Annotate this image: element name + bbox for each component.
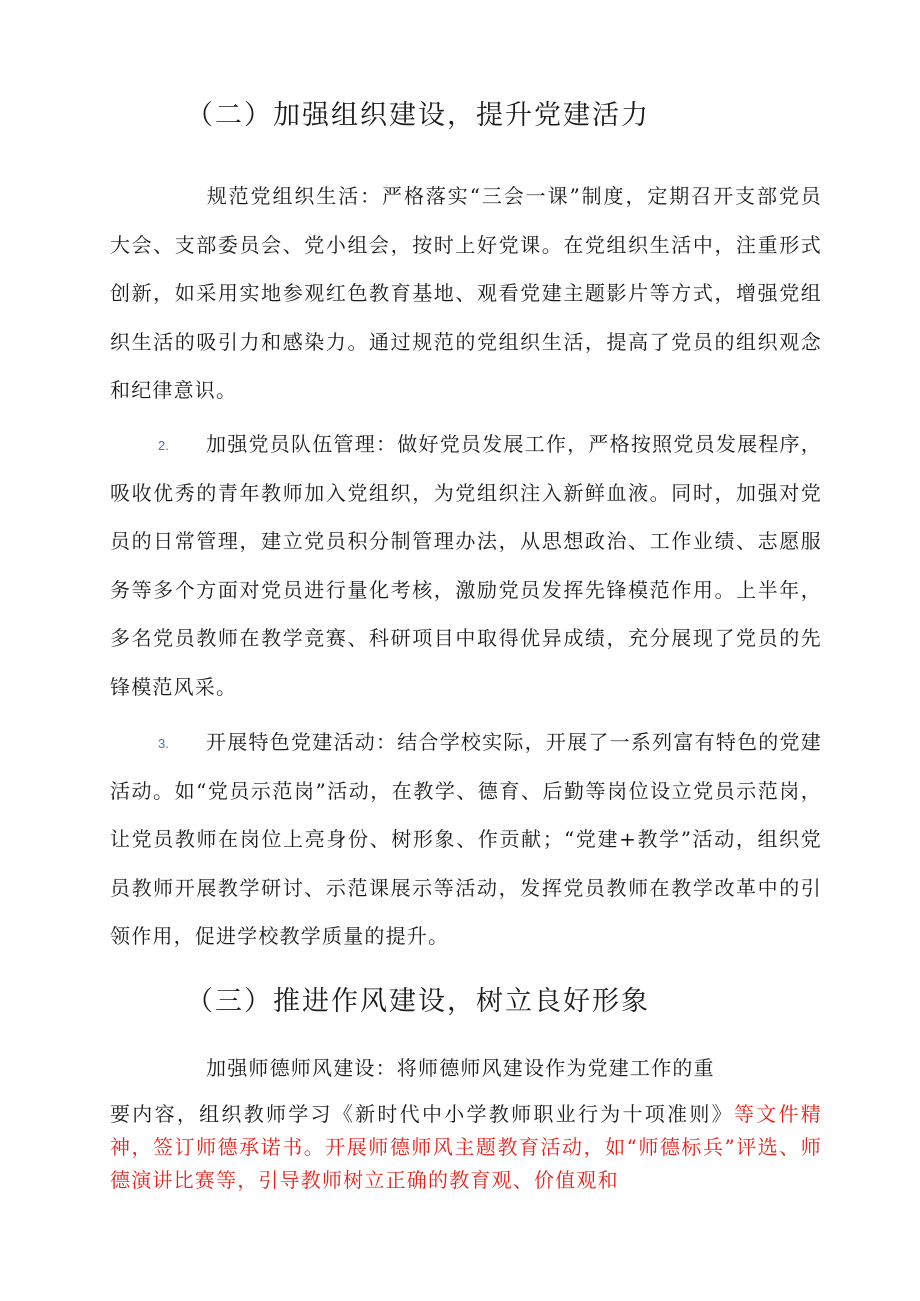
paragraph-text: 规范党组织生活：严格落实“三会一课”制度，定期召开支部党员大会、支部委员会、党小组会，按时上好党课。在党组织生活中，注重形式创新，如采用实地参观红色教育基地、观看党建主题影片等方式，增强党组织生活的吸引力和感染力。通过规范的党组织生活，提高了党员的组织观念和纪律意识。 xyxy=(110,184,822,402)
paragraph-member-management xyxy=(110,420,822,711)
paragraph-text-black: 要内容，组织教师学习《新时代中小学教师职业行为十项准则》 xyxy=(110,1102,734,1126)
paragraph-ethics-continued xyxy=(110,1098,822,1197)
paragraph-organization-life xyxy=(110,172,822,415)
section-heading-3: （三）推进作风建设，树立良好形象 xyxy=(186,986,650,1017)
paragraph-text: 开展特色党建活动：结合学校实际，开展了一系列富有特色的党建活动。如“党员示范岗”活动，在教学、德育、后勤等岗位设立党员示范岗，让党员教师在岗位上亮身份、树形象、作贡献；“党建+教学”活动，组织党员教师开展教学研讨、示范课展示等活动，发挥党员教师在教学改革中的引领作用，促进学校教学质量的提升。 xyxy=(110,730,822,948)
paragraph-text-red: 等文件精神，签订师德承诺书。开展师德师风主题教育活动，如“师德标兵”评选、师德演讲比赛等，引导教师树立正确的教育观、价值观和 xyxy=(110,1102,822,1192)
paragraph-special-activities xyxy=(110,718,822,961)
paragraph-ethics-first-line: 加强师德师风建设：将师德师风建设作为党建工作的重 xyxy=(206,1056,715,1080)
paragraph-text: 加强党员队伍管理：做好党员发展工作，严格按照党员发展程序，吸收优秀的青年教师加入党组织，为党组织注入新鲜血液。同时，加强对党员的日常管理，建立党员积分制管理办法，从思想政治、工作业绩、志愿服务等多个方面对党员进行量化考核，激励党员发挥先锋模范作用。上半年，多名党员教师在教学竞赛、科研项目中取得优异成绩，充分展现了党员的先锋模范风采。 xyxy=(110,432,822,699)
list-number: 3. xyxy=(158,736,169,751)
list-number: 2. xyxy=(158,438,169,453)
section-heading-2: （二）加强组织建设，提升党建活力 xyxy=(186,100,650,131)
